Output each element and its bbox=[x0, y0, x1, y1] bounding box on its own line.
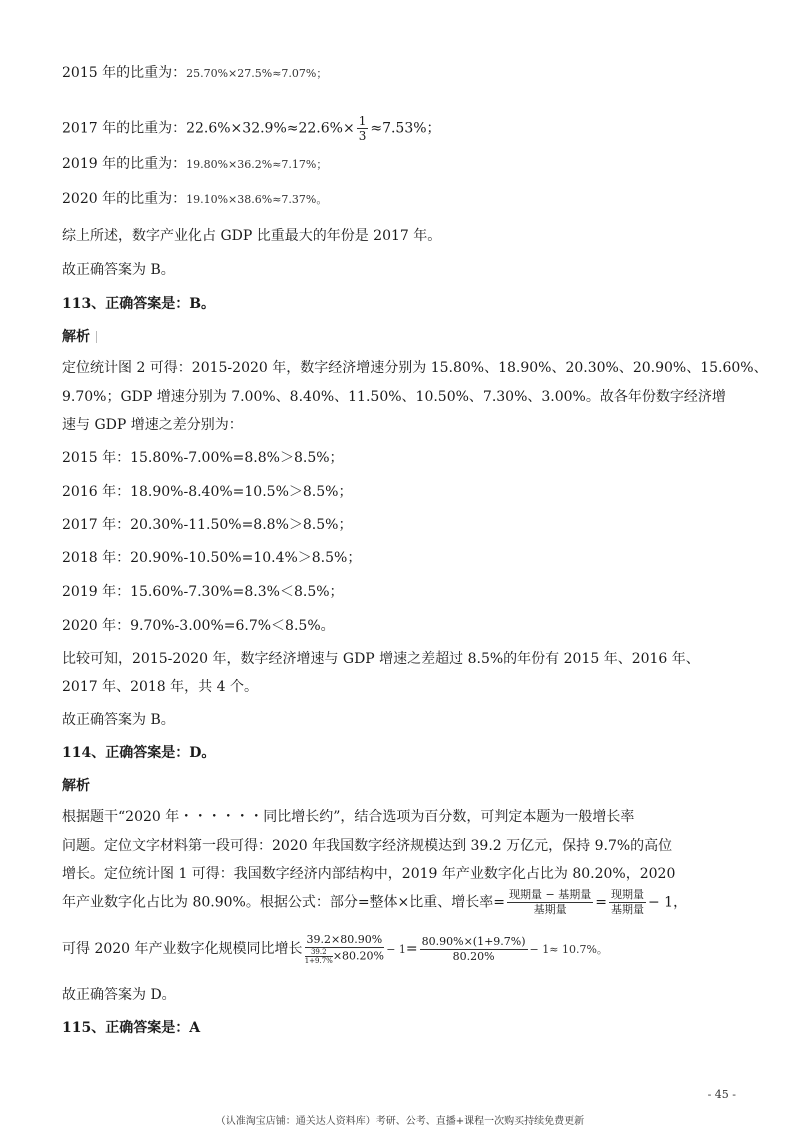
diff-2017: 2017 年：20.30%-11.50%=8.8%＞8.5%； bbox=[62, 517, 353, 533]
paragraph-113-line-2: 9.70%；GDP 增速分别为 7.00%、8.40%、11.50%、10.50%、7.30%、3.00%。故各年份数字经济增 bbox=[62, 389, 726, 405]
nested-denominator: 1+9.7% bbox=[304, 957, 333, 965]
question-113-title: 113、正确答案是：B。 bbox=[62, 296, 216, 312]
paragraph-113-line-1: 定位统计图 2 可得：2015-2020 年，数字经济增速分别为 15.80%、18.90%、20.30%、20.90%、15.60%、 bbox=[62, 360, 768, 376]
calculation-denominator-2: 80.20% bbox=[452, 949, 495, 963]
share-2020-label: 2020 年的比重为： bbox=[62, 191, 187, 207]
compare-line-2: 2017 年、2018 年，共 4 个。 bbox=[62, 679, 258, 695]
nested-fraction bbox=[305, 948, 333, 965]
answer-line-112: 故正确答案为 B。 bbox=[62, 262, 175, 278]
growth-rate-denominator: 基期量 bbox=[533, 903, 567, 916]
fraction-numerator: 1 bbox=[358, 114, 367, 128]
growth-rate-fraction bbox=[507, 888, 593, 917]
calculation-fraction-2 bbox=[420, 935, 528, 964]
formula-intro: 年产业数字化占比为 80.90%。根据公式：部分=整体×比重、增长率 bbox=[62, 894, 494, 911]
calculation-minus-one: − 1 bbox=[386, 943, 406, 956]
share-2015-label: 2015 年的比重为： bbox=[62, 65, 187, 81]
share-2015-line bbox=[62, 64, 327, 83]
share-2017-label: 2017 年的比重为：22.6%×32.9%≈22.6%× bbox=[62, 120, 355, 137]
calculation-fraction-1 bbox=[305, 933, 385, 965]
share-2020-line bbox=[62, 190, 327, 209]
page-footer: （认准淘宝店铺：通关达人资料库）考研、公考、直播+课程一次购买持续免费更新 bbox=[215, 1116, 585, 1127]
summary-line: 综上所述，数字产业化占 GDP 比重最大的年份是 2017 年。 bbox=[62, 228, 442, 244]
paragraph-113-line-3: 速与 GDP 增速之差分别为： bbox=[62, 417, 243, 433]
diff-2019: 2019 年：15.60%-7.30%=8.3%＜8.5%； bbox=[62, 584, 344, 600]
question-115-title: 115、正确答案是：A bbox=[62, 1020, 201, 1036]
analysis-113-label: 解析 bbox=[62, 329, 90, 345]
diff-2016: 2016 年：18.90%-8.40%=10.5%＞8.5%； bbox=[62, 484, 353, 500]
compare-line-1: 比较可知，2015-2020 年，数字经济增速与 GDP 增速之差超过 8.5%的年份有 2015 年、2016 年、 bbox=[62, 651, 700, 667]
calculation-intro: 可得 2020 年产业数字化规模同比增长 bbox=[62, 941, 303, 957]
formula-line bbox=[62, 888, 687, 917]
ratio-numerator: 现期量 bbox=[610, 888, 644, 901]
calculation-numerator-1: 39.2×80.90% bbox=[306, 933, 383, 946]
answer-line-113: 故正确答案为 B。 bbox=[62, 712, 175, 728]
page-number: - 45 - bbox=[707, 1088, 736, 1101]
ratio-fraction bbox=[609, 888, 646, 917]
formula-tail: − 1， bbox=[647, 894, 688, 911]
share-2019-line bbox=[62, 155, 327, 174]
diff-2018: 2018 年：20.90%-10.50%=10.4%＞8.5%； bbox=[62, 550, 362, 566]
calculation-denominator-tail: ×80.20% bbox=[332, 949, 384, 963]
growth-rate-numerator: 现期量 − 基期量 bbox=[509, 888, 592, 901]
share-2017-tail: ≈7.53%； bbox=[370, 120, 441, 137]
calculation-numerator-2: 80.90%×(1+9.7%) bbox=[421, 934, 526, 948]
formula-equals: = bbox=[493, 894, 506, 911]
formula-equals-2: = bbox=[595, 894, 607, 911]
calculation-equals: = bbox=[405, 941, 418, 957]
fraction-denominator: 3 bbox=[358, 129, 367, 143]
paragraph-114-line-2: 问题。定位文字材料第一段可得：2020 年我国数字经济规模达到 39.2 万亿元，保持 9.7%的高位 bbox=[62, 838, 673, 854]
answer-line-114: 故正确答案为 D。 bbox=[62, 987, 176, 1003]
nested-numerator: 39.2 bbox=[305, 948, 333, 957]
calculation-denominator-1 bbox=[305, 948, 385, 965]
ratio-denominator: 基期量 bbox=[610, 903, 644, 916]
calculation-line bbox=[62, 933, 608, 965]
share-2019-math: 19.80%×36.2%≈7.17%； bbox=[186, 158, 328, 171]
paragraph-114-line-3: 增长。定位统计图 1 可得：我国数字经济内部结构中，2019 年产业数字化占比为 80.20%，2020 bbox=[62, 866, 676, 882]
share-2015-math: 25.70%×27.5%≈7.07%； bbox=[186, 67, 328, 80]
text-cursor-mark bbox=[96, 331, 97, 343]
share-2020-math: 19.10%×38.6%≈7.37%。 bbox=[186, 193, 328, 206]
paragraph-114-line-1: 根据题干“2020 年・・・・・・同比增长约”，结合选项为百分数，可判定本题为一般增长率 bbox=[62, 809, 635, 825]
diff-2015: 2015 年：15.80%-7.00%=8.8%＞8.5%； bbox=[62, 450, 344, 466]
share-2017-line bbox=[62, 114, 441, 143]
diff-2020: 2020 年：9.70%-3.00%=6.7%＜8.5%。 bbox=[62, 618, 335, 634]
fraction-one-third bbox=[357, 114, 369, 143]
analysis-114-heading: 解析 bbox=[62, 778, 90, 794]
share-2019-label: 2019 年的比重为： bbox=[62, 156, 187, 172]
analysis-113-heading bbox=[62, 328, 97, 346]
question-114-title: 114、正确答案是：D。 bbox=[62, 745, 216, 761]
calculation-result: − 1≈ 10.7%。 bbox=[529, 943, 608, 956]
